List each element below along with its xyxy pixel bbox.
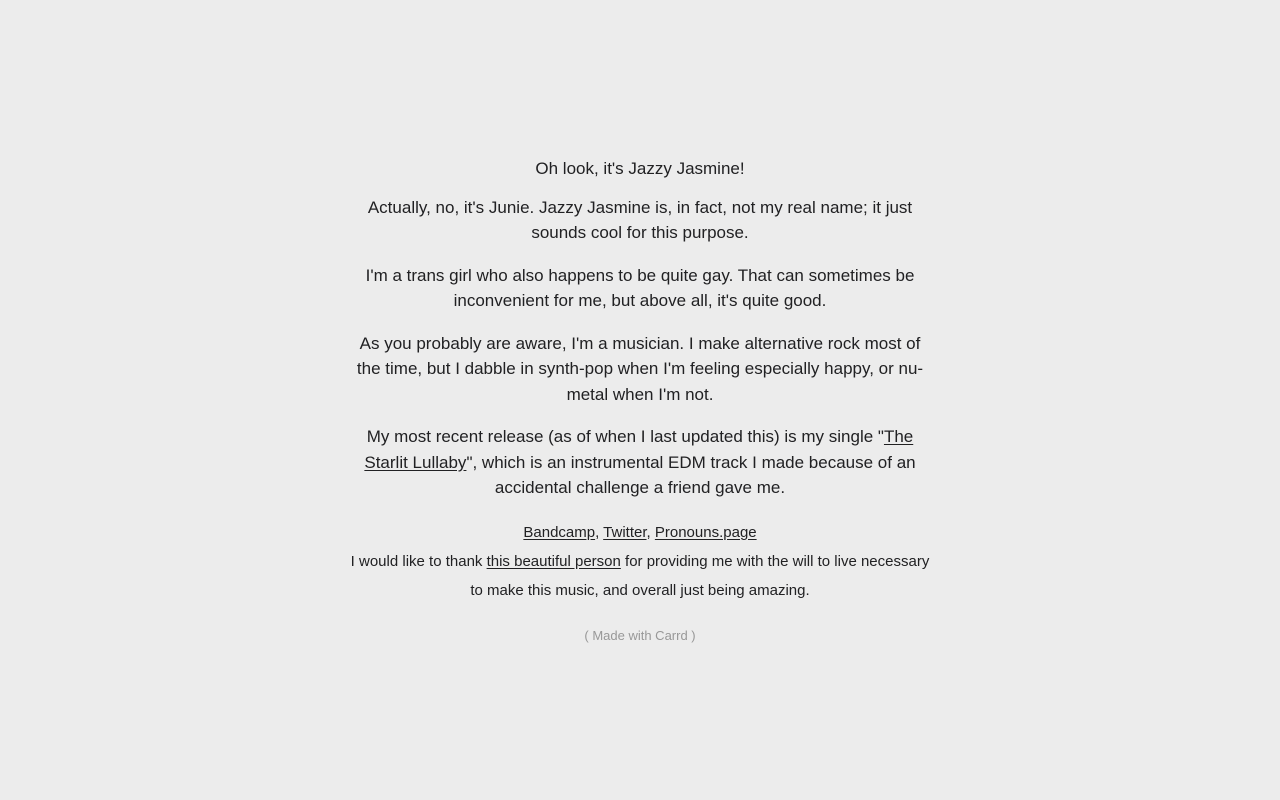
release-text-before: My most recent release (as of when I last updated this) is my single " [366, 427, 884, 447]
thanks-text-before: I would like to thank [350, 552, 487, 570]
page-heading: Oh look, it's Jazzy Jasmine! [535, 159, 745, 179]
release-text-after: ", which is an instrumental EDM track I made because of an accidental challenge a friend gave me. [466, 452, 916, 498]
social-and-thanks-block [348, 518, 932, 605]
carrd-link[interactable]: ( Made with Carrd ) [584, 627, 696, 643]
paragraph-identity: I'm a trans girl who also happens to be quite gay. That can sometimes be inconvenient for me, but above all, it's quite good. [365, 265, 915, 311]
link-separator: , [595, 523, 604, 541]
pronouns-page-link[interactable]: Pronouns.page [654, 523, 757, 541]
thanks-line [348, 547, 932, 605]
social-links-line [348, 518, 932, 547]
beautiful-person-link[interactable]: this beautiful person [486, 552, 621, 570]
paragraph-release [348, 424, 932, 501]
made-with-carrd-badge[interactable] [348, 628, 932, 644]
bandcamp-link[interactable]: Bandcamp [523, 523, 596, 541]
paragraph-real-name: Actually, no, it's Junie. Jazzy Jasmine is, in fact, not my real name; it just sounds cool for this purpose. [367, 197, 913, 243]
twitter-link[interactable]: Twitter [603, 523, 647, 541]
thanks-text-after: for providing me with the will to live necessary to make this music, and overall just being amazing. [470, 552, 930, 599]
paragraph-music: As you probably are aware, I'm a musician. I make alternative rock most of the time, but I dabble in synth-pop when I'm feeling especially happy, or nu-metal when I'm not. [356, 333, 924, 404]
starlit-lullaby-link[interactable]: The Starlit Lullaby [364, 427, 914, 472]
bio-page-content [348, 156, 932, 644]
link-separator: , [646, 523, 655, 541]
